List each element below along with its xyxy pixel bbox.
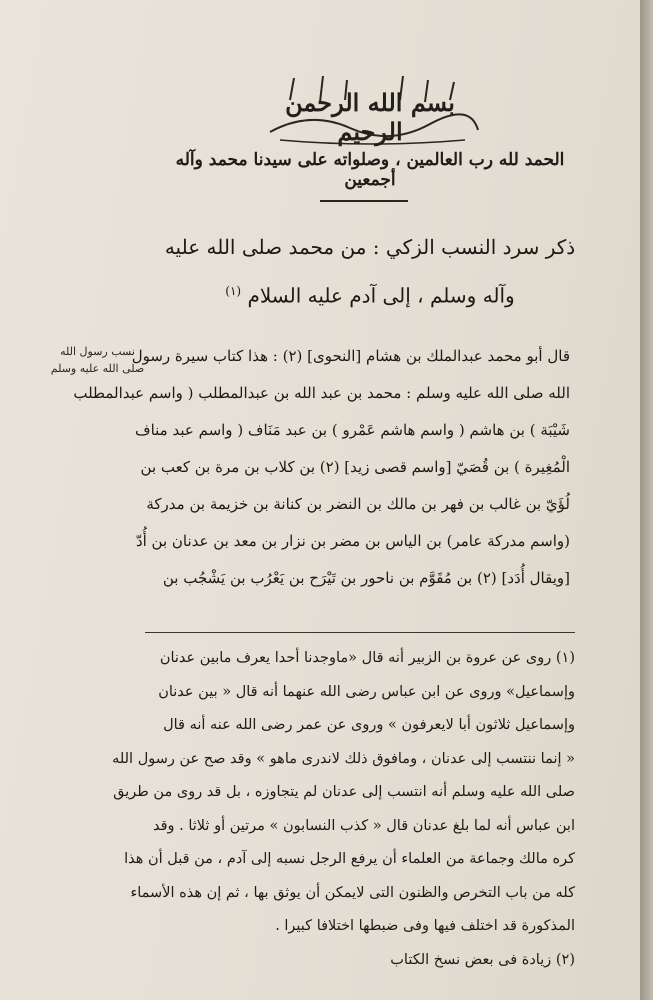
divider-rule <box>320 200 408 202</box>
footnote-line: « إنما ننتسب إلى عدنان ، ومافوق ذلك لاندرى ماهو » وقد صح عن رسول الله <box>112 750 575 767</box>
footnote-line: وإسماعيل» وروى عن ابن عباس رضى الله عنهما أنه قال « بين عدنان <box>158 683 575 700</box>
footnote-line: المذكورة قد اختلف فيها وفى ضبطها اختلافا كبيرا . <box>275 918 575 934</box>
footnotes <box>95 642 575 977</box>
body-line: الْمُغِيرة ) بن قُصَيّ [واسم قصى زيد] (٢) بن كلاب بن مرة بن كعب بن <box>140 458 570 476</box>
body-line: شَيْبَة ) بن هاشم ( واسم هاشم عَمْرو ) بن عبد مَنَاف ( واسم عبد مناف <box>135 421 570 439</box>
footnote-line: كله من باب التخرص والظنون التى لايمكن أن يوثق بها ، ثم إن هذه الأسماء <box>130 884 575 901</box>
chapter-heading <box>160 225 580 318</box>
page-edge <box>640 0 653 1000</box>
body-line: الله صلى الله عليه وسلم : محمد بن عبد الله بن عبدالمطلب ( واسم عبدالمطلب <box>73 384 570 402</box>
footnote-line: (٢) زيادة فى بعض نسخ الكتاب <box>390 951 575 968</box>
body-line: (واسم مدركة عامر) بن الياس بن مضر بن نزار بن معد بن عدنان بن أُدّ <box>135 532 570 550</box>
body-line: [ويقال أُدَد] (٢) بن مُقَوَّم بن ناحور بن تَيْرَح بن يَعْرُب بن يَشْجُب بن <box>162 569 570 587</box>
basmala-calligraphy <box>250 70 490 150</box>
heading-note-ref: (١) <box>225 284 242 298</box>
body-line: قال أبو محمد عبدالملك بن هشام [النحوى] (٢) : هذا كتاب سيرة رسول <box>131 347 570 365</box>
basmala-text: بسم الله الرحمن الرحيم <box>285 88 455 146</box>
footnote-line: كره مالك وجماعة من العلماء أن يرفع الرجل نسبه إلى آدم ، من قبل أن هذا <box>124 851 575 867</box>
margin-note: نسب رسول الله صلى الله عليه وسلم <box>50 345 145 375</box>
footnote-separator <box>145 632 575 633</box>
footnote-line: (١) روى عن عروة بن الزبير أنه قال «ماوجدنا أحدا يعرف مابين عدنان <box>159 650 575 666</box>
heading-line-2 <box>160 269 580 318</box>
footnote-line: ابن عباس أنه لما بلغ عدنان قال « كذب النسابون » مرتين أو ثلاثا . وقد <box>152 817 575 834</box>
footnote-line: صلى الله عليه وسلم أنه انتسب إلى عدنان لم يتجاوزه ، بل قد روى من طريق <box>113 784 575 800</box>
invocation-line: الحمد لله رب العالمين ، وصلواته على سيدنا محمد وآله أجمعين <box>175 150 565 190</box>
body-line: لُؤَيّ بن غالب بن فهر بن مالك بن النضر بن كنانة بن خزيمة بن مدركة <box>146 495 570 513</box>
heading-line-1: ذكر سرد النسب الزكي : من محمد صلى الله عليه <box>164 235 576 259</box>
footnote-line: وإسماعيل ثلاثون أبا لايعرفون » وروى عن عمر رضى الله عنه أنه قال <box>163 717 575 733</box>
heading-line-2-text: وآله وسلم ، إلى آدم عليه السلام <box>247 283 515 308</box>
